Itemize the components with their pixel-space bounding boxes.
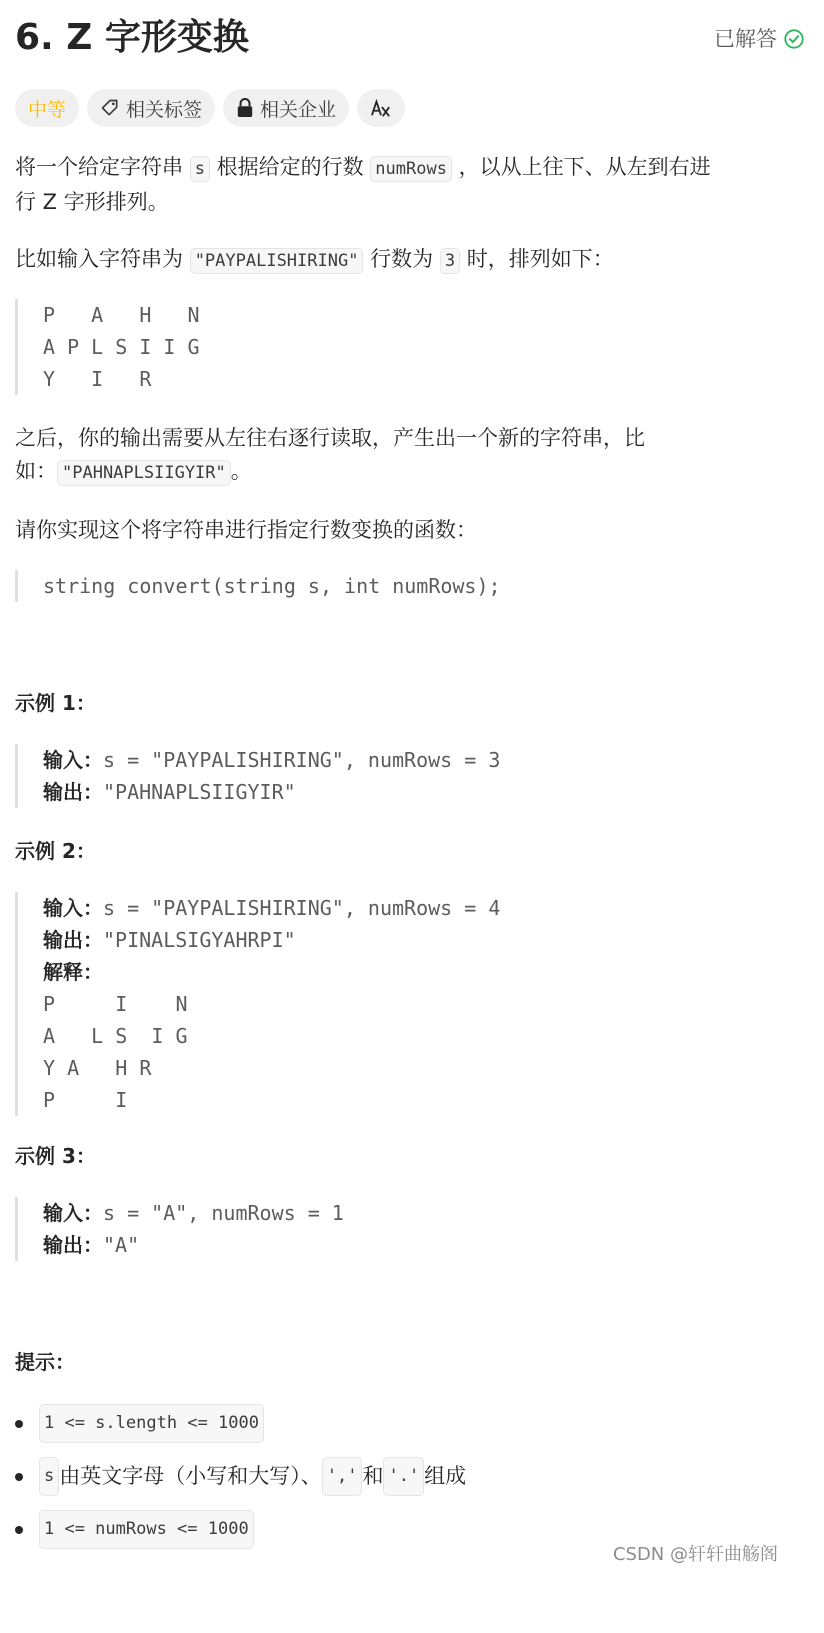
zigzag-block xyxy=(15,299,200,395)
text: 行数为 xyxy=(363,247,440,271)
lock-icon xyxy=(236,98,254,118)
text: 由英文字母（小写和大写）、 xyxy=(59,1464,322,1488)
watermark: CSDN @轩轩曲觞阁 xyxy=(612,1544,778,1565)
inline-code: 1 <= numRows <= 1000 xyxy=(39,1510,254,1549)
inline-code: numRows xyxy=(370,156,452,182)
related-companies-button[interactable] xyxy=(223,89,349,127)
bullet-icon xyxy=(15,1473,23,1481)
inline-code: 1 <= s.length <= 1000 xyxy=(39,1404,264,1443)
inline-code: '.' xyxy=(383,1457,424,1496)
explain-line: P I xyxy=(43,1088,128,1112)
explain-line: P I N xyxy=(43,992,188,1016)
constraint-item xyxy=(15,1404,264,1443)
output-label: 输出： xyxy=(43,1233,103,1257)
description-paragraph-1 xyxy=(15,151,775,219)
check-circle-icon xyxy=(783,28,805,50)
explain-line: A L S I G xyxy=(43,1024,188,1048)
translate-icon xyxy=(370,98,392,118)
inline-code: 3 xyxy=(440,248,460,274)
related-tags-label: 相关标签 xyxy=(126,98,203,121)
output-value: "A" xyxy=(103,1233,140,1257)
example-2-heading: 示例 2： xyxy=(15,839,96,863)
description-paragraph-4: 请你实现这个将字符串进行指定行数变换的函数： xyxy=(15,518,477,542)
text: 将一个给定字符串 xyxy=(15,155,190,179)
input-value: s = "PAYPALISHIRING", numRows = 4 xyxy=(103,896,501,920)
example-3-heading: 示例 3： xyxy=(15,1144,96,1168)
text: ，以从上往下、从左到右进 xyxy=(451,155,711,179)
constraints-heading: 提示： xyxy=(15,1350,75,1374)
inline-code: "PAYPALISHIRING" xyxy=(190,248,364,274)
input-label: 输入： xyxy=(43,1201,103,1225)
input-value: s = "PAYPALISHIRING", numRows = 3 xyxy=(103,748,501,772)
text: 根据给定的行数 xyxy=(209,155,371,179)
solved-status xyxy=(714,24,805,54)
difficulty-badge xyxy=(15,89,79,127)
input-label: 输入： xyxy=(43,896,103,920)
explain-label: 解释： xyxy=(43,960,103,984)
bullet-icon xyxy=(15,1420,23,1428)
text: 时，排列如下： xyxy=(460,247,614,271)
function-signature: string convert(string s, int numRows); xyxy=(43,574,501,598)
inline-code: ',' xyxy=(322,1457,363,1496)
text: 之后，你的输出需要从左往右逐行读取，产生出一个新的字符串，比 xyxy=(15,426,645,450)
tag-icon xyxy=(100,98,120,118)
inline-code: "PAHNAPLSIIGYIR" xyxy=(57,460,231,486)
description-paragraph-3 xyxy=(15,422,775,490)
inline-code: s xyxy=(39,1457,59,1496)
solved-label: 已解答 xyxy=(714,27,777,51)
input-label: 输入： xyxy=(43,748,103,772)
explain-line: Y A H R xyxy=(43,1056,152,1080)
tag-bar xyxy=(15,89,405,127)
output-value: "PINALSIGYAHRPI" xyxy=(103,928,296,952)
zigzag-line: P A H N xyxy=(43,303,200,327)
output-value: "PAHNAPLSIIGYIR" xyxy=(103,780,296,804)
zigzag-line: Y I R xyxy=(43,367,152,391)
related-tags-button[interactable] xyxy=(87,89,215,127)
difficulty-label: 中等 xyxy=(28,98,67,121)
text: 组成 xyxy=(424,1464,467,1488)
constraint-item xyxy=(15,1457,466,1496)
text: 。 xyxy=(230,459,252,483)
signature-block xyxy=(15,570,501,602)
problem-title[interactable]: 6. Z 字形变换 xyxy=(15,17,249,58)
constraint-item xyxy=(15,1510,254,1549)
text: 行 Z 字形排列。 xyxy=(15,190,169,214)
example-3-block xyxy=(15,1197,344,1261)
text: 和 xyxy=(362,1464,384,1488)
zigzag-line: A P L S I I G xyxy=(43,335,200,359)
input-value: s = "A", numRows = 1 xyxy=(103,1201,344,1225)
related-companies-label: 相关企业 xyxy=(260,98,337,121)
description-paragraph-2 xyxy=(15,243,614,278)
title-row xyxy=(15,14,805,64)
output-label: 输出： xyxy=(43,928,103,952)
translate-button[interactable] xyxy=(357,89,405,127)
example-1-heading: 示例 1： xyxy=(15,691,96,715)
example-2-block xyxy=(15,892,500,1116)
text: 如： xyxy=(15,459,57,483)
example-1-block xyxy=(15,744,500,808)
text: 比如输入字符串为 xyxy=(15,247,190,271)
inline-code: s xyxy=(190,156,210,182)
bullet-icon xyxy=(15,1526,23,1534)
output-label: 输出： xyxy=(43,780,103,804)
